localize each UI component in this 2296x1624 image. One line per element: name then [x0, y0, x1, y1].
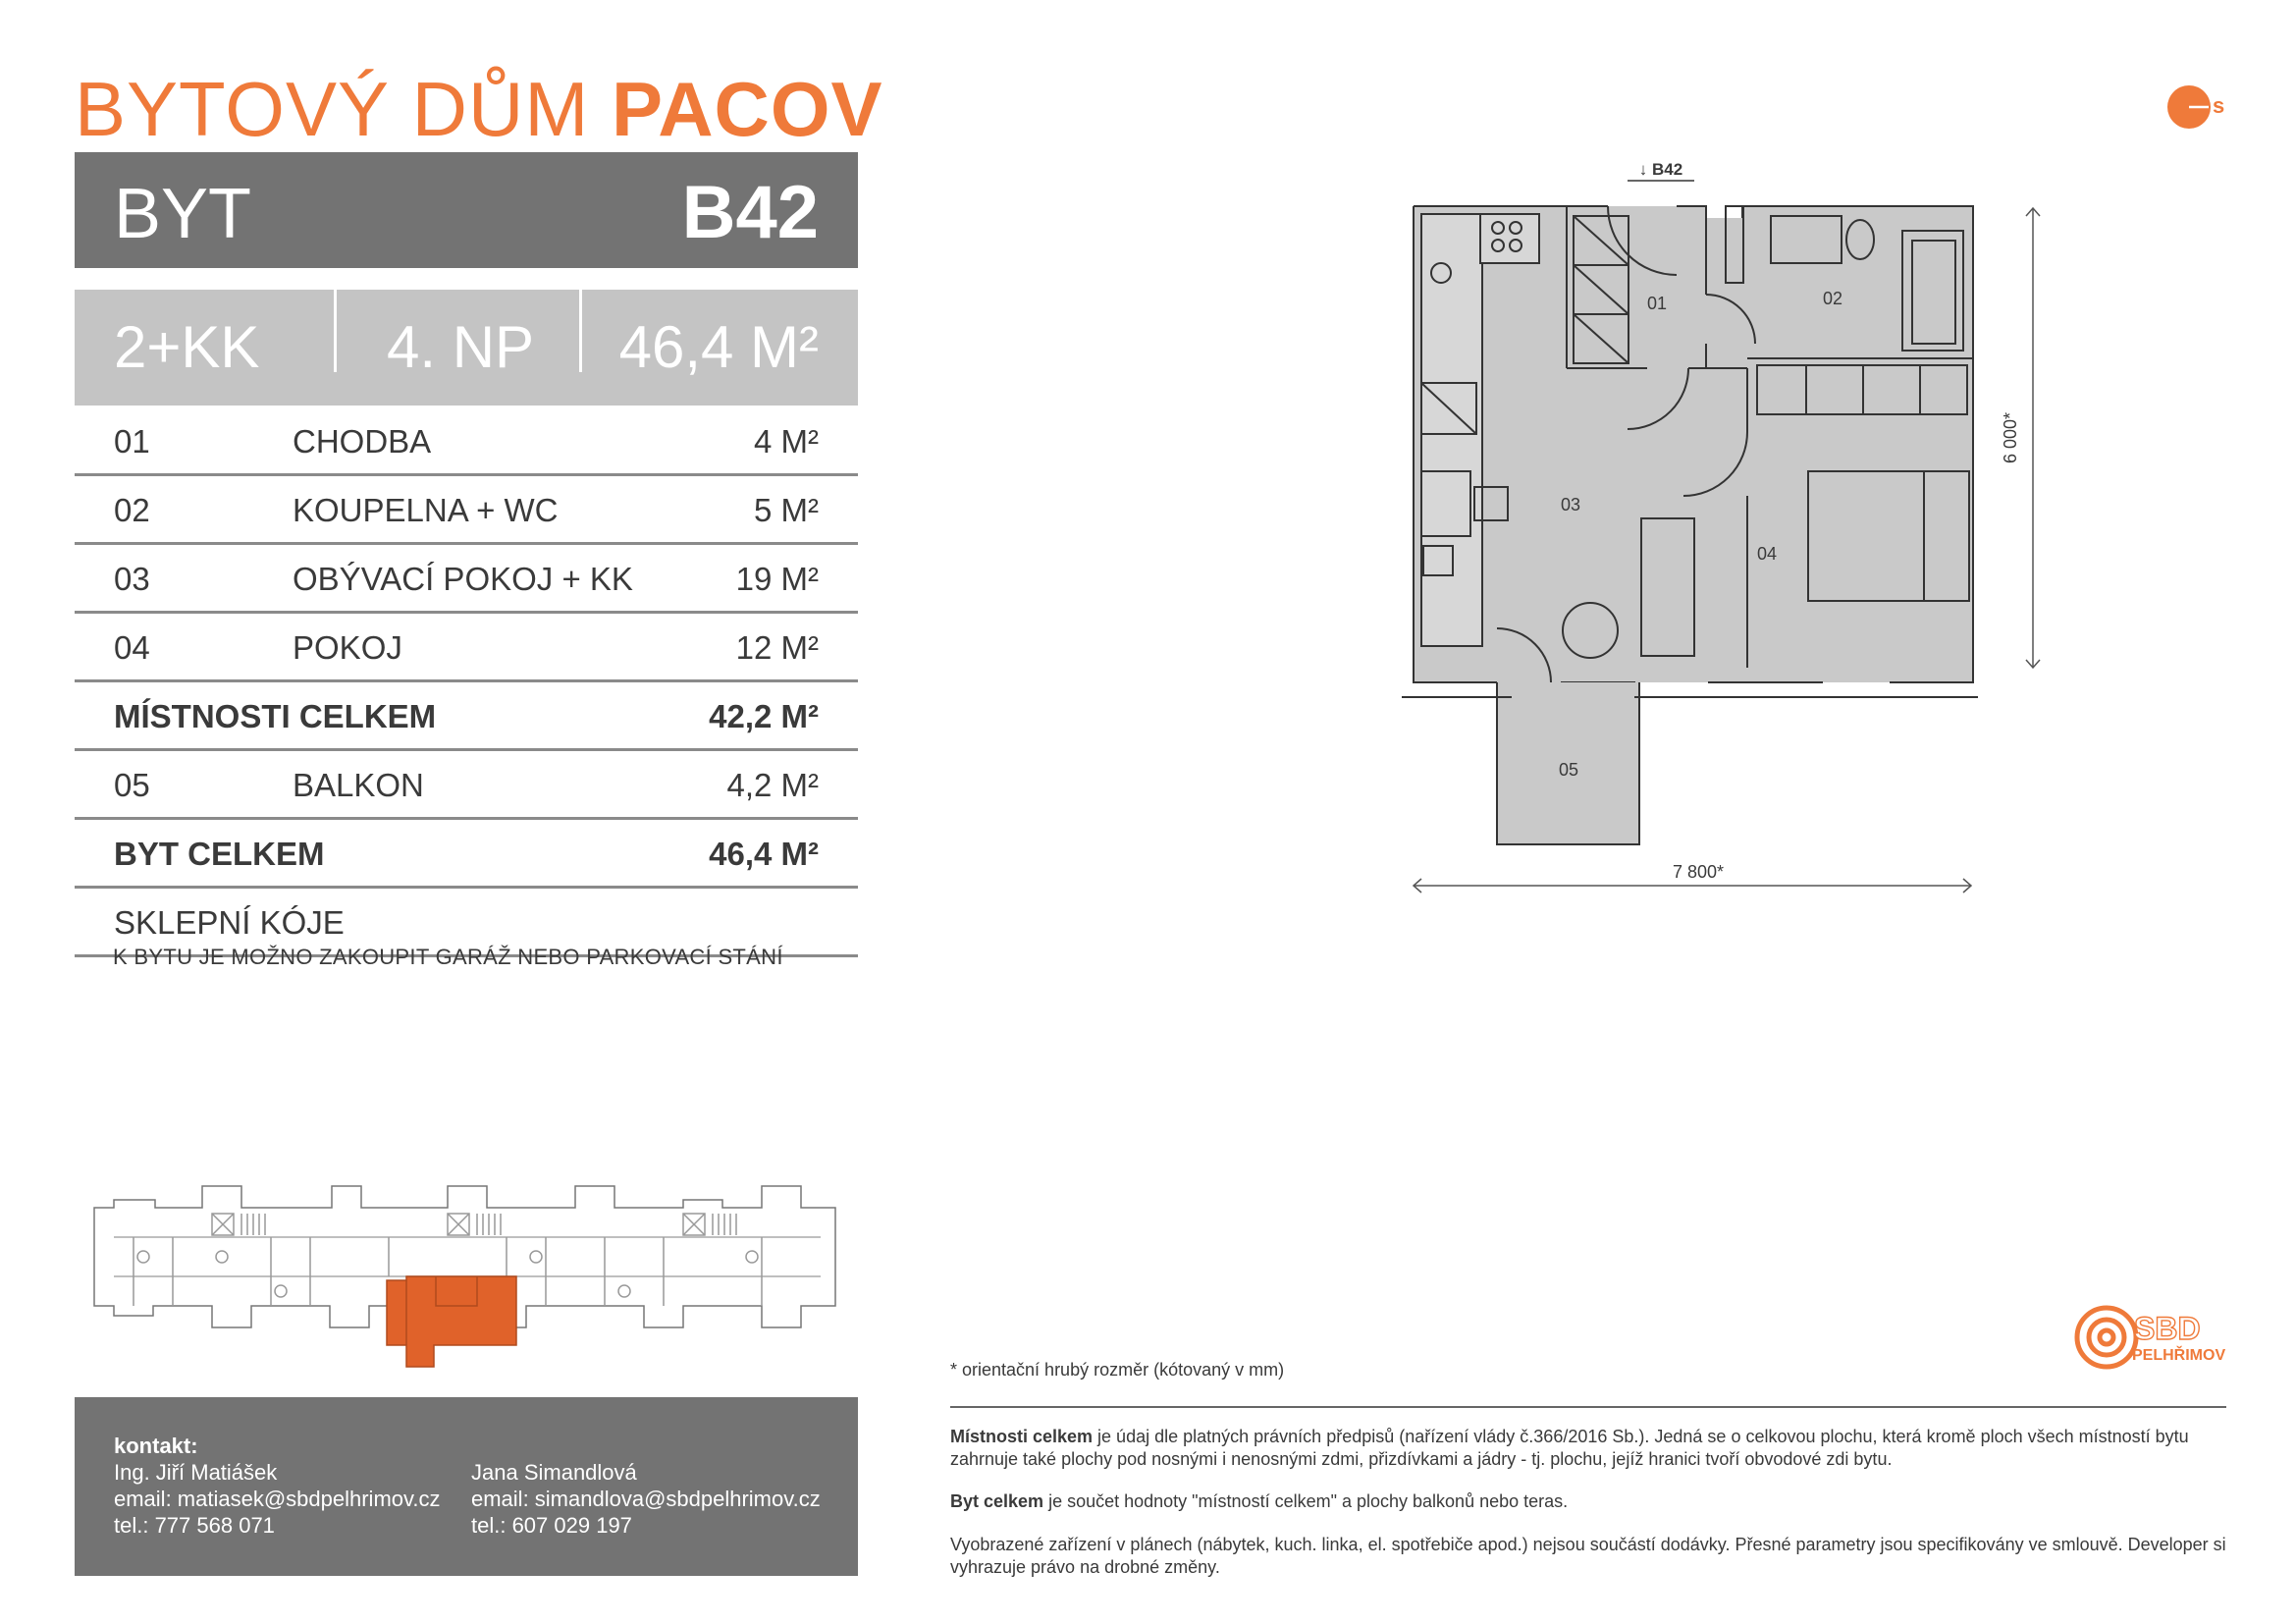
room-number: 05	[114, 767, 150, 803]
title-light: BYTOVÝ DŮM	[75, 66, 590, 152]
sbd-logo-sub: PELHŘIMOV	[2132, 1347, 2226, 1364]
floor-plan	[1394, 147, 2081, 913]
room-area: 4 M²	[754, 423, 819, 460]
room-name: BALKON	[293, 767, 424, 803]
rooms-total-area: 42,2 M²	[709, 698, 819, 734]
room-name: KOUPELNA + WC	[293, 492, 559, 528]
entrance-tag: ↓ B42	[1638, 160, 1683, 179]
dimension-footnote: * orientační hrubý rozměr (kótovaný v mm)	[950, 1360, 1285, 1380]
room-label-03: 03	[1560, 495, 1581, 514]
unit-header	[75, 152, 858, 268]
room-area: 5 M²	[754, 492, 819, 528]
dimension-width: 7 800*	[1672, 862, 1725, 882]
room-name: POKOJ	[293, 629, 402, 666]
garage-note: K BYTU JE MOŽNO ZAKOUPIT GARÁŽ NEBO PARKOVACÍ STÁNÍ	[113, 945, 783, 969]
legal-text-1: je údaj dle platných právních předpisů (nařízení vlády č.366/2016 Sb.). Jedná se o celkovou plochu, která kromě ploch všech místností bytu zahrnuje také plochy pod nosnými i nenosnými zdmi, přizdívkami a jádry - tj. plochu, jejíž hranici tvoří obvodové zdi bytu.	[950, 1427, 2189, 1469]
room-label-01: 01	[1646, 294, 1668, 313]
title-bold: PACOV	[611, 66, 883, 152]
rooms-table	[75, 407, 858, 957]
legal-unit-total	[950, 1490, 2226, 1513]
contact-email-1[interactable]: email: matiasek@sbdpelhrimov.cz	[114, 1487, 441, 1511]
table-row	[75, 407, 858, 476]
unit-label: BYT	[114, 175, 252, 253]
sbd-logo-text: SBD	[2134, 1311, 2201, 1346]
summary-divider	[334, 290, 337, 372]
table-row	[75, 545, 858, 614]
contact-panel	[75, 1397, 858, 1576]
room-name: CHODBA	[293, 423, 432, 460]
unit-total-label: BYT CELKEM	[114, 836, 325, 872]
room-area: 12 M²	[735, 629, 819, 666]
unit-total-area: 46,4 M²	[709, 836, 819, 872]
summary-floor: 4. NP	[387, 314, 535, 380]
table-row	[75, 751, 858, 820]
room-name: OBÝVACÍ POKOJ + KK	[293, 561, 633, 597]
room-number: 01	[114, 423, 150, 460]
room-area: 19 M²	[735, 561, 819, 597]
legal-text-2: je součet hodnoty "místností celkem" a plochy balkonů nebo teras.	[1043, 1491, 1569, 1511]
room-number: 03	[114, 561, 150, 597]
contact-email-2[interactable]: email: simandlova@sbdpelhrimov.cz	[471, 1487, 821, 1511]
page-title	[75, 65, 883, 154]
corner-logo-icon	[2160, 81, 2228, 130]
room-label-02: 02	[1822, 289, 1843, 308]
room-area: 4,2 M²	[726, 767, 819, 803]
table-row	[75, 476, 858, 545]
divider	[950, 1406, 2226, 1408]
legal-bold-2: Byt celkem	[950, 1491, 1044, 1511]
room-number: 02	[114, 492, 150, 528]
legal-disclaimer: Vyobrazené zařízení v plánech (nábytek, kuch. linka, el. spotřebiče apod.) nejsou součástí dodávky. Přesné parametry jsou specifikovány ve smlouvě. Developer si vyhrazuje právo na drobné změny.	[950, 1535, 2226, 1577]
cellar-label: SKLEPNÍ KÓJE	[114, 904, 345, 941]
table-row	[75, 614, 858, 682]
summary-area: 46,4 M²	[618, 314, 819, 380]
summary-layout: 2+KK	[114, 314, 260, 380]
contact-name-1: Ing. Jiří Matiášek	[114, 1460, 278, 1485]
legal-bold-1: Místnosti celkem	[950, 1427, 1094, 1446]
contact-name-2: Jana Simandlová	[471, 1460, 637, 1485]
legal-rooms-total	[950, 1426, 2226, 1471]
building-key-plan	[75, 1178, 850, 1375]
corner-logo-letter: s	[2213, 93, 2225, 118]
room-label-05: 05	[1558, 760, 1579, 780]
contact-tel-2[interactable]: tel.: 607 029 197	[471, 1513, 632, 1538]
contact-tel-1[interactable]: tel.: 777 568 071	[114, 1513, 275, 1538]
room-number: 04	[114, 629, 150, 666]
sbd-logo-icon	[2069, 1298, 2236, 1377]
rooms-total-label: MÍSTNOSTI CELKEM	[114, 698, 437, 734]
dimension-height: 6 000*	[2001, 411, 2020, 464]
unit-code: B42	[681, 171, 819, 254]
unit-summary	[75, 290, 858, 406]
rooms-total-row	[75, 682, 858, 751]
contact-heading: kontakt:	[114, 1434, 198, 1458]
summary-divider	[579, 290, 582, 372]
unit-total-row	[75, 820, 858, 889]
room-label-04: 04	[1756, 544, 1778, 564]
